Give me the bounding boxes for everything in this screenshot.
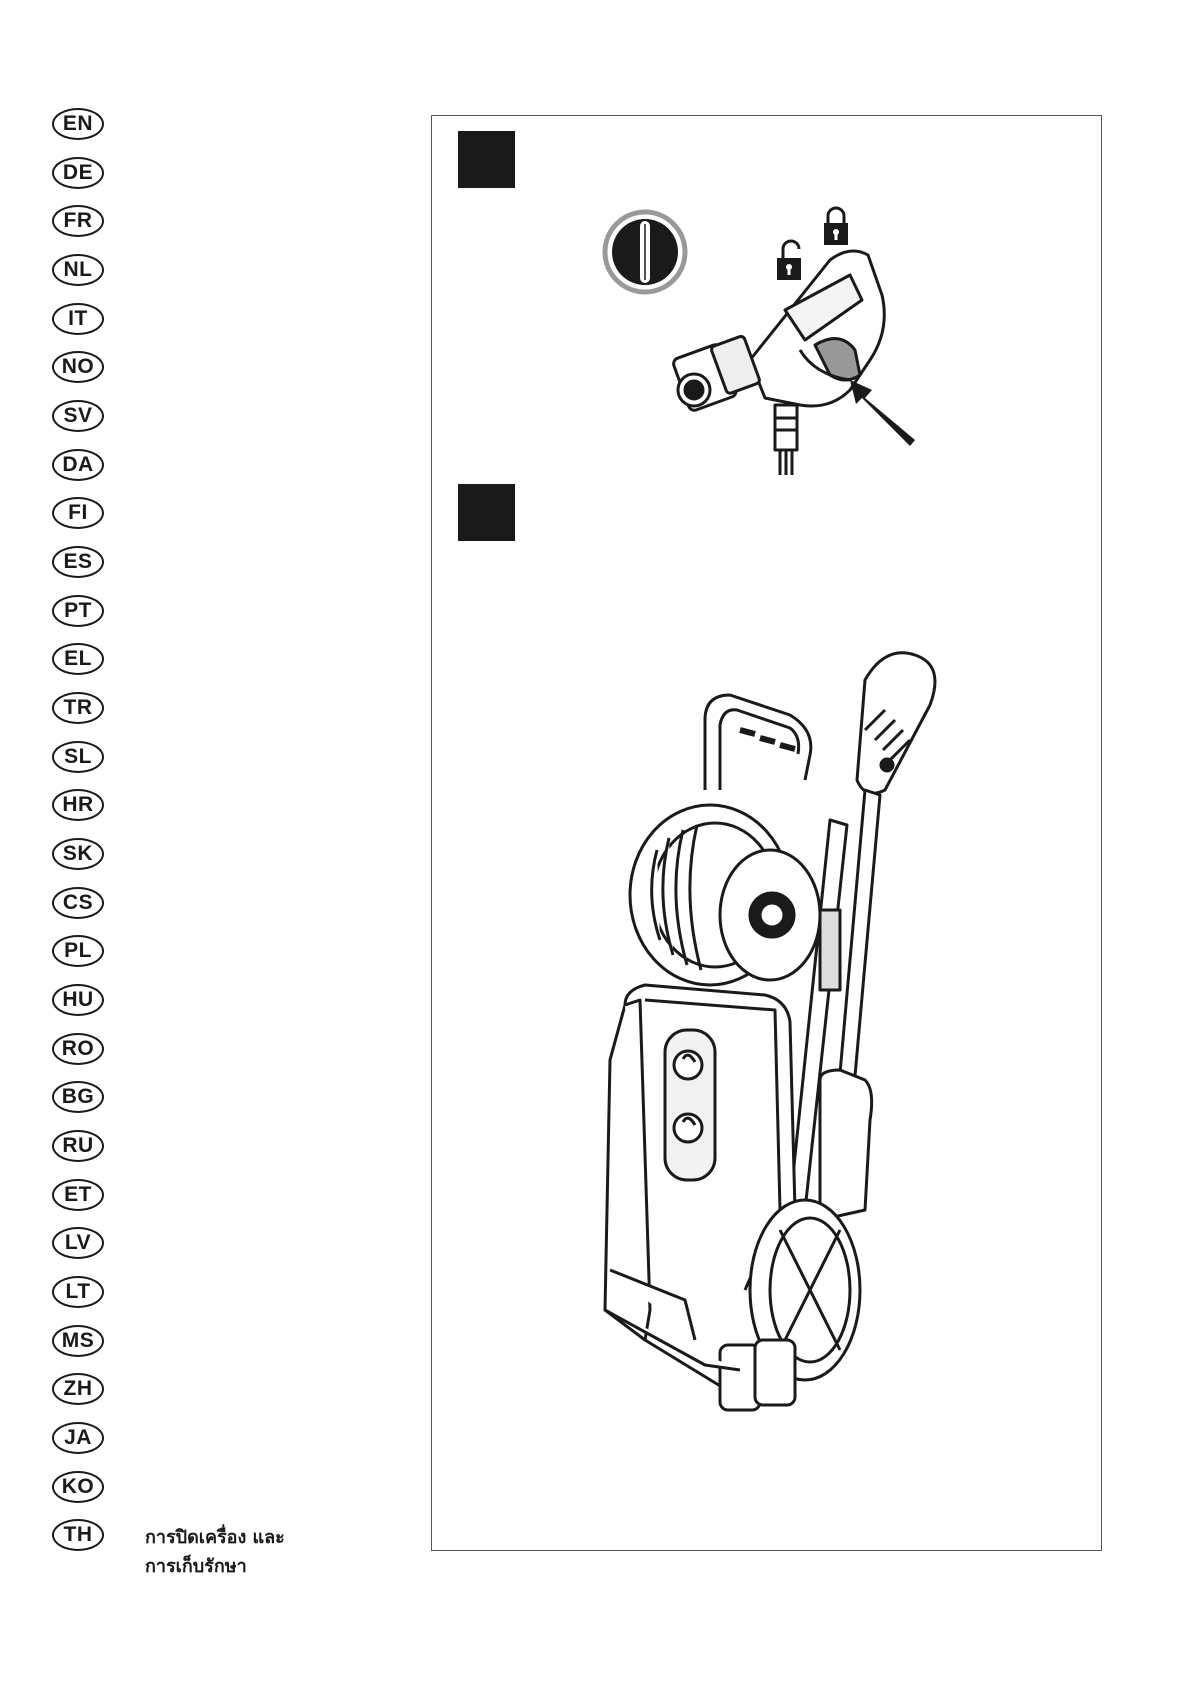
language-badge-ru: RU	[52, 1130, 104, 1162]
language-badge-es: ES	[52, 546, 104, 578]
language-badge-hr: HR	[52, 789, 104, 821]
language-badge-ro: RO	[52, 1033, 104, 1065]
language-badge-sk: SK	[52, 838, 104, 870]
language-badge-no: NO	[52, 351, 104, 383]
language-badge-fi: FI	[52, 497, 104, 529]
thai-caption	[145, 1523, 375, 1581]
lock-closed-icon	[824, 208, 848, 245]
language-badge-tr: TR	[52, 692, 104, 724]
thai-caption-line-2: การเก็บรักษา	[145, 1556, 247, 1577]
language-badge-lv: LV	[52, 1227, 104, 1259]
language-badge-el: EL	[52, 643, 104, 675]
language-badge-bg: BG	[52, 1081, 104, 1113]
language-badge-pl: PL	[52, 935, 104, 967]
language-badge-da: DA	[52, 449, 104, 481]
language-badge-ms: MS	[52, 1325, 104, 1357]
pressure-washer-illustration	[565, 650, 975, 1440]
language-badge-en: EN	[52, 108, 104, 140]
nozzle-detail-icon	[605, 212, 685, 292]
thai-caption-line-1: การปิดเครื่อง และ	[145, 1527, 285, 1548]
spray-gun-trigger-lock-icon	[600, 200, 920, 480]
language-badge-nl: NL	[52, 254, 104, 286]
press-arrow-icon	[850, 380, 915, 446]
language-badge-lt: LT	[52, 1276, 104, 1308]
language-badge-zh: ZH	[52, 1373, 104, 1405]
language-badge-hu: HU	[52, 984, 104, 1016]
language-badge-de: DE	[52, 157, 104, 189]
lock-open-icon	[777, 241, 801, 280]
language-badge-th: TH	[52, 1519, 104, 1551]
language-badge-sv: SV	[52, 400, 104, 432]
spray-gun-illustration	[600, 200, 920, 480]
step-2-marker	[458, 484, 515, 541]
language-badge-sl: SL	[52, 741, 104, 773]
pressure-washer-storage-icon	[565, 650, 975, 1440]
language-badge-ko: KO	[52, 1471, 104, 1503]
language-badge-pt: PT	[52, 595, 104, 627]
language-badge-ja: JA	[52, 1422, 104, 1454]
language-badge-fr: FR	[52, 205, 104, 237]
step-1-marker	[458, 131, 515, 188]
language-badge-cs: CS	[52, 887, 104, 919]
language-badge-it: IT	[52, 303, 104, 335]
language-badge-et: ET	[52, 1179, 104, 1211]
